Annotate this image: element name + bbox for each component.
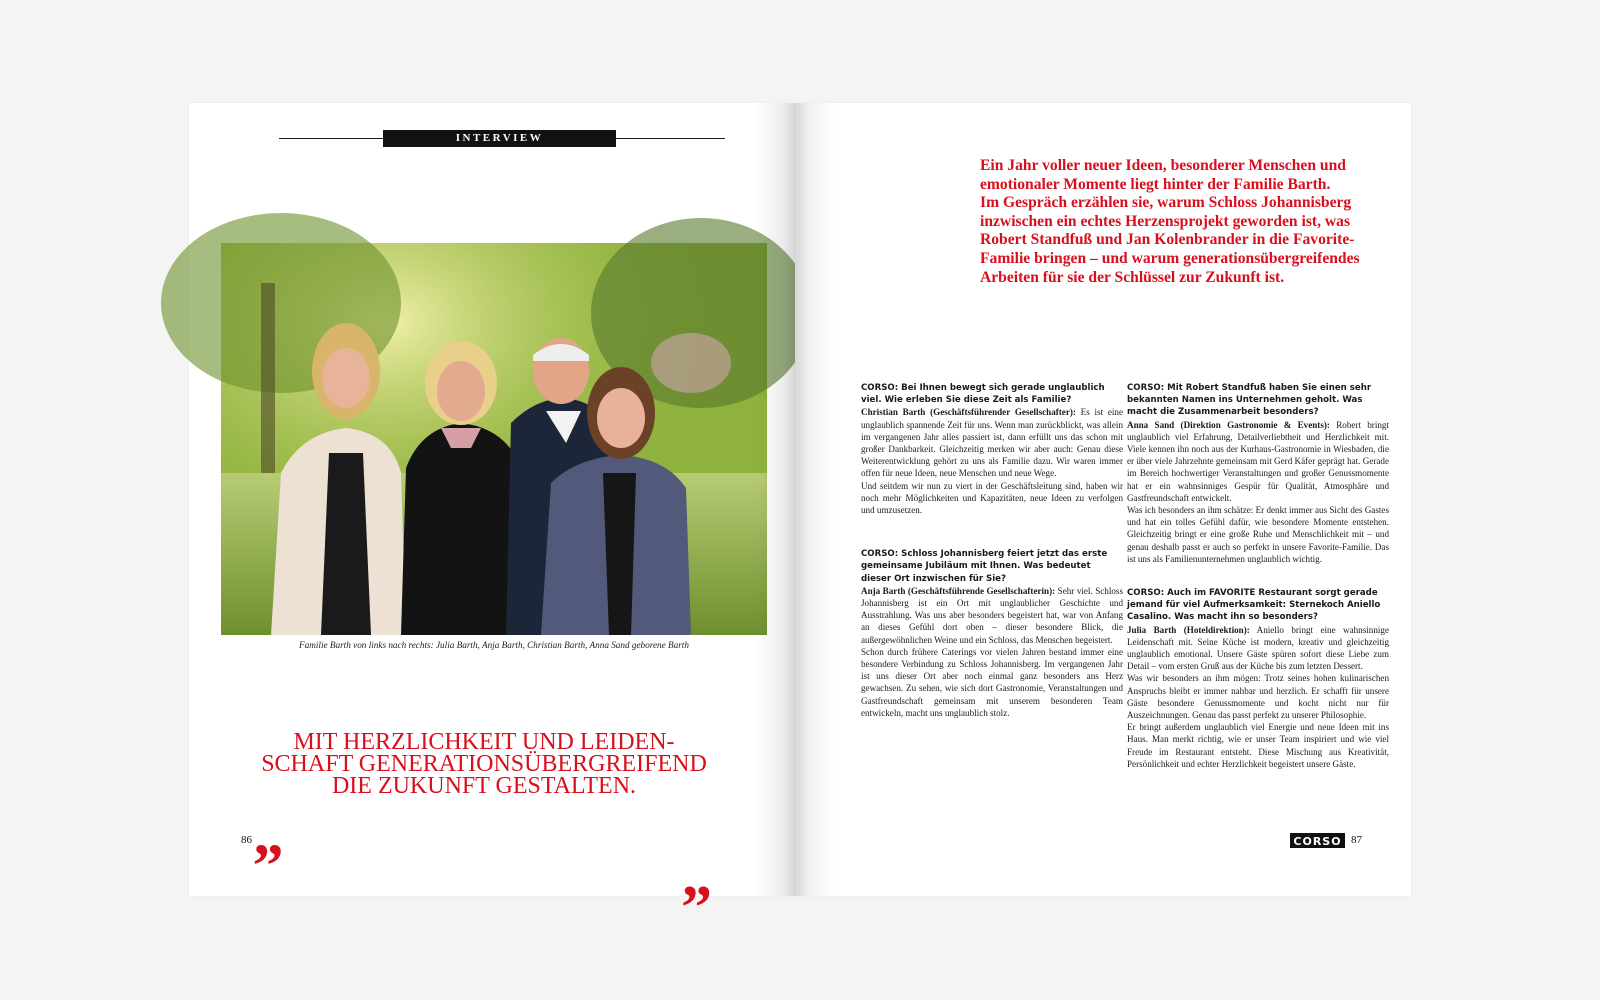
photo-caption: Familie Barth von links nach rechts: Julia Barth, Anja Barth, Christian Barth, Anna Sand geborene Barth	[299, 640, 689, 650]
speaker-name: Anja Barth (Geschäftsführende Gesellschafterin):	[861, 585, 1056, 596]
pull-quote	[249, 731, 719, 797]
interview-question: CORSO: Schloss Johannisberg feiert jetzt das erste gemeinsame Jubiläum mit Ihnen. Was bedeutet dieser Ort inzwischen für Sie?	[861, 549, 1108, 584]
family-photo	[221, 243, 767, 635]
answer-paragraph: Und seitdem wir nun zu viert in der Geschäftsleitung sind, haben wir noch mehr Möglichkeiten und Kapazitäten, neue Ideen zu verfolgen und umzusetzen.	[861, 480, 1123, 516]
left-page	[189, 103, 795, 942]
answer-text: Sehr viel. Schloss Johannisberg ist ein Ort mit unglaublicher Geschichte und Ausstrahlung. Was uns aber besonders begeistert hat, war von Anfang an dieses Gefühl dort oben – dieser besondere Blick, die außergewöhnlichen Weine und ein Schloss, das Menschen begeistert.	[861, 585, 1123, 645]
intro-line: emotionaler Momente liegt hinter der Familie Barth.	[980, 175, 1331, 193]
answer-paragraph: Was ich besonders an ihm schätze: Er denkt immer aus Sicht des Gastes und hat ein tolles Gefühl dafür, wie besondere Momente entstehen. Gleichzeitig bringt er eine große Ruhe und Menschlichkeit mit – und genau deshalb passt er auch so perfekt in unsere Favorite-Familie. Das ist uns als Familienunternehmen unglaublich wichtig.	[1127, 505, 1389, 564]
intro-line: Im Gespräch erzählen sie, warum Schloss Johannisberg	[980, 194, 1352, 212]
page-number-left: 86	[241, 834, 252, 846]
intro-paragraph	[980, 157, 1380, 287]
interview-answer	[861, 585, 1123, 646]
intro-line: Ein Jahr voller neuer Ideen, besonderer Menschen und	[980, 157, 1346, 174]
pull-quote-line: MIT HERZLICHKEIT UND LEIDEN-	[293, 729, 675, 755]
pull-quote-line: DIE ZUKUNFT GESTALTEN.	[331, 773, 637, 799]
pull-quote-line: SCHAFT GENERATIONSÜBERGREIFEND	[261, 751, 707, 777]
answer-text: Robert bringt unglaublich viel Erfahrung, Detailverliebtheit und Herzlichkeit mit. Viele kennen ihn noch aus der Kurhaus-Gastronomie in Wiesbaden, die er über viele Jahrzehnte gemeinsam mit Gerd Käfer geprägt hat. Gerade im Bereich hochwertiger Veranstaltungen und großer Genussmomente hat er ein wahnsinniges Gespür für Qualität, Atmosphäre und Gastfreundschaft entwickelt.	[1127, 419, 1389, 503]
interview-question: CORSO: Bei Ihnen bewegt sich gerade unglaublich viel. Wie erleben Sie diese Zeit als Familie?	[861, 383, 1105, 406]
quote-close-mark: ”	[681, 874, 712, 942]
answer-paragraph: Schon durch frühere Caterings vor vielen Jahren bestand immer eine besondere Verbindung zu Schloss Johannisberg. Im vergangenen Jahr ist uns dieser Ort aber noch einmal ganz besonders ans Herz gewachsen. Zu sehen, wie sich dort Gastronomie, Veranstaltungen und Gastfreundschaft gemeinsam mit unserem besonderen Team entwickeln, macht uns unglaublich stolz.	[861, 646, 1123, 718]
interview-column-1	[861, 382, 1123, 719]
interview-question: CORSO: Auch im FAVORITE Restaurant sorgt gerade jemand für viel Aufmerksamkeit: Sternekoch Aniello Casalino. Was macht ihn so besonders?	[1127, 588, 1381, 623]
page-gutter-shadow	[755, 103, 795, 896]
interview-answer	[1127, 624, 1389, 673]
section-label: INTERVIEW	[383, 130, 616, 147]
intro-line: inzwischen ein echtes Herzensprojekt geworden ist, was	[980, 212, 1351, 230]
right-page	[795, 103, 1411, 896]
interview-answer	[861, 406, 1123, 479]
speaker-name: Julia Barth (Hoteldirektion):	[1127, 624, 1250, 635]
answer-text: Aniello bringt eine wahnsinnige Leidenschaft mit. Seine Küche ist modern, kreativ und gleichzeitig unglaublich emotional. Unsere Gäste spüren sofort diese Liebe zum Detail – vom ersten Gruß aus der Küche bis zum letzten Dessert.	[1127, 624, 1389, 672]
answer-text: Es ist eine unglaublich spannende Zeit für uns. Wenn man zurückblickt, was allein im vergangenen Jahr alles passiert ist, dann erfüllt uns das schon mit großer Dankbarkeit. Gleichzeitig merken wir aber auch: Genau diese Weiterentwicklung gehört zu uns als Familie dazu. Wir waren immer offen für neue Ideen, neue Menschen und neue Wege.	[861, 407, 1123, 479]
speaker-name: Christian Barth (Geschäftsführender Gesellschafter):	[861, 407, 1076, 418]
quote-open-mark: „	[253, 800, 284, 868]
intro-line: Arbeiten für sie der Schlüssel zur Zukunft ist.	[980, 268, 1285, 286]
interview-answer	[1127, 419, 1389, 504]
page-gutter-shadow	[795, 103, 835, 896]
answer-paragraph: Er bringt außerdem unglaublich viel Energie und neue Ideen mit ins Haus. Man merkt richtig, wie er unser Team inspiriert und wie viel Freude im Restaurant entsteht. Diese Mischung aus Kreativität, Persönlichkeit und echter Herzlichkeit begeistert unsere Gäste.	[1127, 722, 1389, 769]
speaker-name: Anna Sand (Direktion Gastronomie & Events):	[1127, 419, 1330, 430]
intro-line: Familie bringen – und warum generationsübergreifendes	[980, 249, 1360, 267]
intro-line: Robert Standfuß und Jan Kolenbrander in die Favorite-	[980, 231, 1355, 249]
page-number-right: 87	[1351, 834, 1362, 846]
corso-logo: CORSO	[1290, 833, 1345, 848]
interview-question: CORSO: Mit Robert Standfuß haben Sie einen sehr bekannten Namen ins Unternehmen geholt. Was macht die Zusammenarbeit besonders?	[1127, 383, 1372, 418]
answer-paragraph: Was wir besonders an ihm mögen: Trotz seines hohen kulinarischen Anspruchs bleibt er immer nahbar und herzlich. Er schafft für unsere Gäste besondere Genussmomente und kocht nicht nur für Auszeichnungen. Genau das passt perfekt zu unserer Philosophie.	[1127, 673, 1389, 721]
interview-column-2	[1127, 382, 1389, 770]
